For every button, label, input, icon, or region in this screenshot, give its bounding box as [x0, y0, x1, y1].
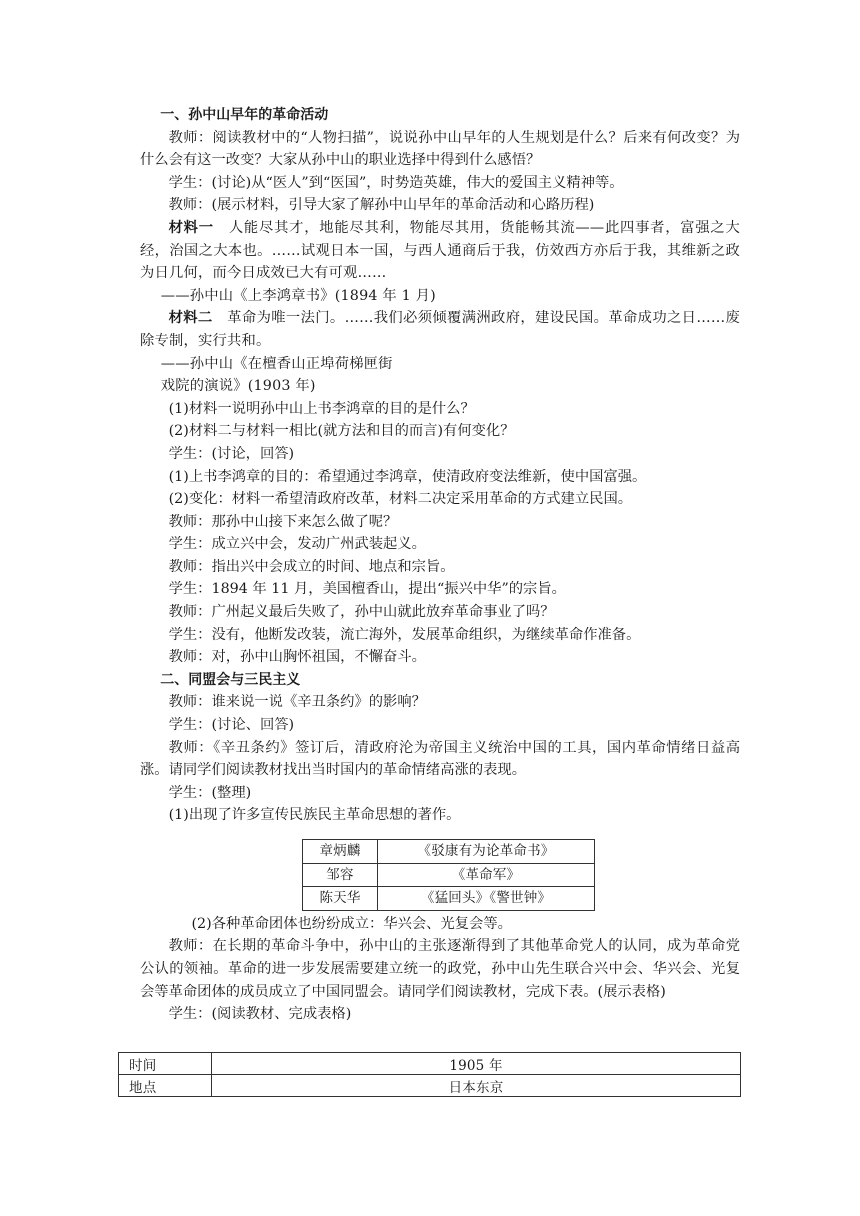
value-cell: 日本东京: [212, 1075, 741, 1097]
material-1-label: 材料一: [168, 219, 214, 236]
section2-line: (1)出现了许多宣传民族民主革命思想的著作。: [168, 807, 461, 824]
section2-line: 教师：谁来说一说《辛丑条约》的影响？: [168, 694, 426, 711]
material-2-text: 革命为唯一法门。……我们必须倾覆满洲政府，建设民国。革命成功之日……废除专制，实行共和。: [140, 310, 740, 349]
key-cell: 地点: [119, 1075, 212, 1097]
student-answer-1: 学生：(讨论)从“医人”到“医国”，时势造英雄，伟大的爱国主义精神等。: [168, 174, 624, 191]
qa-line: 教师：对，孙中山胸怀祖国，不懈奋斗。: [168, 649, 426, 666]
qa-line: 教师：广州起义最后失败了，孙中山就此放弃革命事业了吗？: [168, 604, 555, 621]
table-row: [303, 887, 595, 911]
revolutionary-works-table: [302, 839, 595, 911]
value-cell: 1905 年: [212, 1053, 741, 1075]
key-cell: 时间: [119, 1053, 212, 1075]
qa-line: 学生：1894 年 11 月，美国檀香山，提出“振兴中华”的宗旨。: [168, 581, 566, 598]
author-cell: 邹容: [303, 863, 378, 887]
material-2-source-line1: ——孙中山《在檀香山正埠荷梯匣街: [160, 355, 393, 372]
qa-line: 教师：那孙中山接下来怎么做了呢？: [168, 513, 398, 530]
section2-line: 学生：(阅读教材、完成表格): [168, 1006, 352, 1023]
table-row: [119, 1075, 741, 1097]
table-row: [303, 840, 595, 864]
section2-line: 学生：(讨论、回答): [168, 717, 295, 734]
material-2-label: 材料二: [168, 310, 213, 327]
material-1: [140, 217, 740, 285]
table-row: [119, 1053, 741, 1075]
section2-line: 学生：(整理): [168, 784, 252, 801]
work-cell: 《猛回头》《警世钟》: [378, 887, 595, 911]
table-row: [303, 863, 595, 887]
section1-heading: 一、孙中山早年的革命活动: [160, 107, 329, 123]
section2-line: 教师：在长期的革命斗争中，孙中山的主张逐渐得到了其他革命党人的认同，成为革命党公认的领袖。革命的进一步发展需要建立统一的政党，孙中山先生联合兴中会、华兴会、光复会等革命团体的成员成立了中国同盟会。请同学们阅读教材，完成下表。(展示表格): [140, 938, 740, 1000]
material-1-text: 人能尽其才，地能尽其利，物能尽其用，货能畅其流——此四事者，富强之大经，治国之大本也。……试观日本一国，与西人通商后于我，仿效西方亦后于我，其维新之政为日几何，而今日成效已大有可观……: [140, 219, 740, 282]
material-2-source-line2: 戏院的演说》(1903 年): [160, 378, 316, 395]
material-1-source: ——孙中山《上李鸿章书》(1894 年 1 月): [160, 287, 436, 304]
qa-line: (2)变化：材料一希望清政府改革，材料二决定采用革命的方式建立民国。: [168, 491, 633, 508]
tongmenghui-table: [118, 1052, 741, 1097]
qa-line: (2)材料二与材料一相比(就方法和目的而言)有何变化？: [168, 423, 515, 440]
qa-line: 学生：成立兴中会，发动广州武装起义。: [168, 536, 426, 553]
material-2: [140, 307, 740, 352]
document-body: [140, 104, 740, 1026]
section2-line: 教师：《辛丑条约》签订后，清政府沦为帝国主义统治中国的工具，国内革命情绪日益高涨。请同学们阅读教材找出当时国内的革命情绪高涨的表现。: [140, 739, 740, 779]
work-cell: 《革命军》: [378, 863, 595, 887]
author-cell: 陈天华: [303, 887, 378, 911]
qa-line: 学生：没有，他断发改装，流亡海外，发展革命组织，为继续革命作准备。: [168, 626, 641, 643]
qa-line: (1)材料一说明孙中山上书李鸿章的目的是什么？: [168, 400, 475, 417]
qa-line: 学生：(讨论，回答): [168, 445, 295, 462]
author-cell: 章炳麟: [303, 840, 378, 864]
section2-groups-line: (2)各种革命团体也纷纷成立：华兴会、光复会等。: [191, 915, 512, 932]
teacher-material-intro: 教师：(展示材料，引导大家了解孙中山早年的革命活动和心路历程): [168, 197, 595, 214]
qa-line: 教师：指出兴中会成立的时间、地点和宗旨。: [168, 558, 455, 575]
work-cell: 《驳康有为论革命书》: [378, 840, 595, 864]
qa-line: (1)上书李鸿章的目的：希望通过李鸿章，使清政府变法维新，使中国富强。: [168, 468, 647, 485]
teacher-question-1: 教师：阅读教材中的“人物扫描”，说说孙中山早年的人生规划是什么？后来有何改变？为什么会有这一改变？大家从孙中山的职业选择中得到什么感悟？: [140, 129, 740, 169]
section2-heading: 二、同盟会与三民主义: [160, 671, 301, 688]
